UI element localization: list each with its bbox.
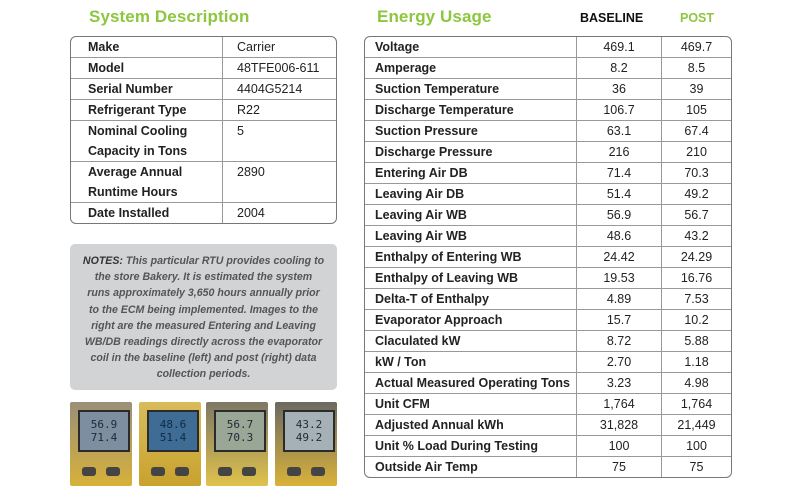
post-value: 21,449 bbox=[662, 415, 731, 436]
table-row bbox=[365, 268, 731, 289]
row-label bbox=[71, 121, 223, 162]
post-value: 210 bbox=[662, 142, 731, 163]
metric-label: Enthalpy of Entering WB bbox=[365, 247, 577, 268]
row-label-line1: Nominal Cooling bbox=[88, 124, 188, 138]
baseline-value: 75 bbox=[577, 457, 662, 477]
table-row bbox=[365, 436, 731, 457]
metric-label: Adjusted Annual kWh bbox=[365, 415, 577, 436]
meter-photo-post-db bbox=[275, 402, 337, 486]
post-value: 7.53 bbox=[662, 289, 731, 310]
table-row bbox=[365, 100, 731, 121]
baseline-value: 4.89 bbox=[577, 289, 662, 310]
meter-display bbox=[283, 410, 335, 452]
metric-label: Evaporator Approach bbox=[365, 310, 577, 331]
meter-button bbox=[242, 467, 256, 476]
table-row bbox=[365, 58, 731, 79]
baseline-value: 48.6 bbox=[577, 226, 662, 247]
post-value: 100 bbox=[662, 436, 731, 457]
meter-button bbox=[106, 467, 120, 476]
metric-label: Discharge Temperature bbox=[365, 100, 577, 121]
post-value: 1.18 bbox=[662, 352, 731, 373]
baseline-value: 2.70 bbox=[577, 352, 662, 373]
table-row bbox=[365, 373, 731, 394]
metric-label: Enthalpy of Leaving WB bbox=[365, 268, 577, 289]
display-line2: 51.4 bbox=[159, 431, 187, 444]
display-line1: 48.6 bbox=[159, 418, 187, 431]
metric-label: Leaving Air WB bbox=[365, 226, 577, 247]
table-row bbox=[365, 352, 731, 373]
table-row bbox=[71, 100, 336, 121]
baseline-value: 63.1 bbox=[577, 121, 662, 142]
post-value: 56.7 bbox=[662, 205, 731, 226]
metric-label: Suction Pressure bbox=[365, 121, 577, 142]
baseline-value: 8.72 bbox=[577, 331, 662, 352]
meter-button bbox=[82, 467, 96, 476]
row-value: 48TFE006-611 bbox=[223, 58, 336, 79]
row-value: 2890 bbox=[223, 162, 336, 203]
display-line1: 56.9 bbox=[90, 418, 118, 431]
metric-label: Outside Air Temp bbox=[365, 457, 577, 477]
table-row bbox=[365, 289, 731, 310]
meter-button bbox=[218, 467, 232, 476]
baseline-value: 106.7 bbox=[577, 100, 662, 121]
table-row bbox=[365, 163, 731, 184]
row-value: 4404G5214 bbox=[223, 79, 336, 100]
energy-usage-table bbox=[364, 36, 732, 478]
post-value: 469.7 bbox=[662, 37, 731, 58]
metric-label: Actual Measured Operating Tons bbox=[365, 373, 577, 394]
table-row bbox=[365, 79, 731, 100]
table-row bbox=[365, 142, 731, 163]
baseline-value: 15.7 bbox=[577, 310, 662, 331]
metric-label: Amperage bbox=[365, 58, 577, 79]
metric-label: Discharge Pressure bbox=[365, 142, 577, 163]
metric-label: kW / Ton bbox=[365, 352, 577, 373]
row-value: Carrier bbox=[223, 37, 336, 58]
post-value: 5.88 bbox=[662, 331, 731, 352]
post-value: 4.98 bbox=[662, 373, 731, 394]
post-value: 49.2 bbox=[662, 184, 731, 205]
metric-label: Unit % Load During Testing bbox=[365, 436, 577, 457]
baseline-value: 36 bbox=[577, 79, 662, 100]
post-value: 1,764 bbox=[662, 394, 731, 415]
system-description-table bbox=[70, 36, 337, 224]
table-row bbox=[365, 331, 731, 352]
baseline-value: 19.53 bbox=[577, 268, 662, 289]
table-row bbox=[365, 394, 731, 415]
baseline-value: 3.23 bbox=[577, 373, 662, 394]
row-label: Refrigerant Type bbox=[71, 100, 223, 121]
meter-button bbox=[151, 467, 165, 476]
display-line2: 70.3 bbox=[226, 431, 254, 444]
system-description-title: System Description bbox=[89, 7, 250, 26]
display-line2: 49.2 bbox=[295, 431, 323, 444]
table-row bbox=[365, 226, 731, 247]
row-label-line1: Average Annual bbox=[88, 165, 183, 179]
post-value: 75 bbox=[689, 460, 704, 474]
row-label: Model bbox=[71, 58, 223, 79]
metric-label: Leaving Air WB bbox=[365, 205, 577, 226]
metric-label: Unit CFM bbox=[365, 394, 577, 415]
table-row bbox=[71, 37, 336, 58]
row-label-line2: Capacity in Tons bbox=[88, 144, 188, 158]
table-row bbox=[71, 79, 336, 100]
table-row bbox=[71, 162, 336, 203]
baseline-value: 100 bbox=[577, 436, 662, 457]
notes-lead: NOTES: bbox=[82, 255, 123, 267]
notes-text: This particular RTU provides cooling to the store Bakery. It is estimated the system runs approximately 3,650 hours annually prior to the ECM being implemented. Images to the right are the measured Entering and Leaving WB/DB readings directly across the evaporator coil in the baseline (left) and post (right) data collection periods. bbox=[84, 255, 325, 381]
meter-display bbox=[214, 410, 266, 452]
table-row bbox=[71, 203, 336, 223]
post-value: 39 bbox=[662, 79, 731, 100]
meter-photo-baseline-db bbox=[139, 402, 201, 486]
row-value: R22 bbox=[223, 100, 336, 121]
meter-photo-baseline-wb bbox=[70, 402, 132, 486]
meter-button bbox=[175, 467, 189, 476]
row-label: Serial Number bbox=[71, 79, 223, 100]
baseline-value: 469.1 bbox=[577, 37, 662, 58]
display-line1: 43.2 bbox=[295, 418, 323, 431]
display-line2: 71.4 bbox=[90, 431, 118, 444]
row-value: 2004 bbox=[237, 206, 265, 220]
table-row bbox=[365, 121, 731, 142]
row-value: 5 bbox=[223, 121, 336, 162]
post-value: 16.76 bbox=[662, 268, 731, 289]
display-line1: 56.7 bbox=[226, 418, 254, 431]
notes-box bbox=[70, 244, 337, 390]
meter-display bbox=[78, 410, 130, 452]
post-value: 70.3 bbox=[662, 163, 731, 184]
row-label bbox=[71, 162, 223, 203]
table-row bbox=[365, 205, 731, 226]
meter-display bbox=[147, 410, 199, 452]
metric-label: Voltage bbox=[365, 37, 577, 58]
row-label-line2: Runtime Hours bbox=[88, 185, 178, 199]
baseline-value: 31,828 bbox=[577, 415, 662, 436]
meter-button bbox=[287, 467, 301, 476]
metric-label: Suction Temperature bbox=[365, 79, 577, 100]
post-value: 8.5 bbox=[662, 58, 731, 79]
metric-label: Entering Air DB bbox=[365, 163, 577, 184]
row-label: Date Installed bbox=[71, 203, 223, 223]
baseline-value: 1,764 bbox=[577, 394, 662, 415]
table-row bbox=[365, 247, 731, 268]
table-row bbox=[365, 37, 731, 58]
baseline-column-header: BASELINE bbox=[580, 11, 644, 25]
post-value: 105 bbox=[662, 100, 731, 121]
table-row bbox=[71, 121, 336, 162]
baseline-value: 56.9 bbox=[577, 205, 662, 226]
post-value: 10.2 bbox=[662, 310, 731, 331]
post-value: 67.4 bbox=[662, 121, 731, 142]
baseline-value: 71.4 bbox=[577, 163, 662, 184]
baseline-value: 8.2 bbox=[577, 58, 662, 79]
table-row bbox=[71, 58, 336, 79]
table-row bbox=[365, 457, 731, 477]
table-row bbox=[365, 415, 731, 436]
metric-label: Delta-T of Enthalpy bbox=[365, 289, 577, 310]
table-row bbox=[365, 184, 731, 205]
post-value: 24.29 bbox=[662, 247, 731, 268]
baseline-value: 216 bbox=[577, 142, 662, 163]
meter-photo-post-wb bbox=[206, 402, 268, 486]
row-label: Make bbox=[71, 37, 223, 58]
meter-button bbox=[311, 467, 325, 476]
metric-label: Claculated kW bbox=[365, 331, 577, 352]
baseline-value: 51.4 bbox=[577, 184, 662, 205]
table-row bbox=[365, 310, 731, 331]
energy-usage-title: Energy Usage bbox=[377, 7, 492, 26]
baseline-value: 24.42 bbox=[577, 247, 662, 268]
post-value: 43.2 bbox=[662, 226, 731, 247]
post-column-header: POST bbox=[680, 11, 715, 25]
metric-label: Leaving Air DB bbox=[365, 184, 577, 205]
